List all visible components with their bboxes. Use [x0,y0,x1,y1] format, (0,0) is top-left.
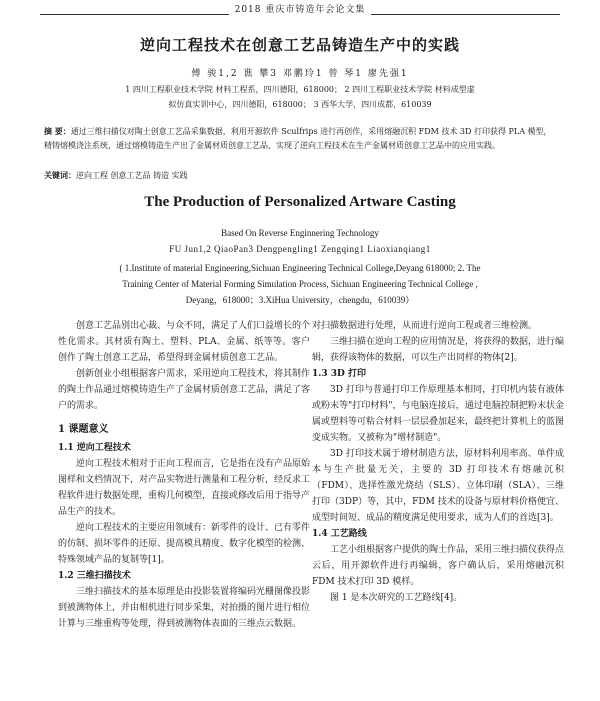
authors-chinese: 傅 骏1,2 谯 攀3 邓鹏玲1 曾 琴1 廖先强1 [191,69,409,79]
abstract-chinese [44,124,556,153]
subtitle-english: Based On Reverse Enginnering Technology [221,228,379,238]
running-header: 2018 重庆市铸造年会论文集 [0,2,600,15]
abstract-label: 摘 要： [44,126,71,136]
paragraph: 图 1 是本次研究的工艺路线[4]。 [330,593,463,603]
affiliations-chinese [80,82,520,112]
paragraph: 3D 打印与普通打印工作原理基本相同，打印机内装有液体或粉末等"打印材料"，与电脑连接后，通过电脑控制把粉末状金属或塑料等可粘合材料一层层叠加起来，最终把计算机上的蓝图变成实物。又被称为"增材制造"。 [312,385,565,443]
title-chinese: 逆向工程技术在创意工艺品铸造生产中的实践 [139,36,460,54]
paragraph: 三维扫描技术的基本原理是由投影装置将编码光栅图像投影到被测物体上，并由相机进行同步采集，对拍摄的图片进行相位计算与三维重构等处理，得到被测物体表面的三维点云数据。 [58,587,311,629]
subsection-heading: 1.2 三维扫描技术 [58,571,131,581]
left-column [58,318,310,632]
affiliation-line: Deyang，618000；3.XiHua University，chengdu，610039） [185,295,415,305]
paragraph: 工艺小组根据客户提供的陶土作品，采用三维扫描仪获得点云后，用开源软件进行再编辑，客户确认后，采用熔融沉积 FDM 技术打印 3D 模样。 [312,545,565,587]
paragraph: 逆向工程技术相对于正向工程而言，它是指在没有产品原始图样和文档情况下，对产品实物进行测量和工程分析，经反求工程软件进行数据处理，重构几何模型，直接或修改后用于指导产品生产的技术。 [58,459,311,517]
affiliation-line: Training Center of Material Forming Simulation Process, Sichuan Engineering Technical College , [122,279,478,289]
keywords-label: 关键词： [44,170,76,180]
abstract-text: 通过三维扫描仪对陶土创意工艺品采集数据，利用开源软件 Sculfrips 进行再创作，采用熔融沉积 FDM 技术 3D 打印获得 PLA 模型，精铸熔模浇注系统，通过熔模铸造生产出了金属材质创意工艺品，实现了逆向工程技术在生产金属材质创意工艺品中的应用实践。 [44,127,552,150]
affiliation-line: 1 四川工程职业技术学院 材料工程系，四川德阳，618000； 2 四川工程职业技术学院 材料成型虚 [125,85,475,94]
affiliation-line: 拟仿真实训中心，四川德阳，618000； 3 西华大学，四川成都，610039 [168,100,432,109]
section-heading: 1 课题意义 [58,424,109,435]
title-english: The Production of Personalized Artware Casting [144,194,456,210]
paragraph: 3D 打印技术属于增材制造方法，原材料利用率高、单件成本与生产批量无关，主要的 3D 打印技术有熔融沉积（FDM）、选择性激光烧结（SLS）、立体印刷（SLA）、三维打印（3DP）等，其中，FDM 技术的设备与原材料价格便宜、成型时间短、成品的精度满足使用要求，成为人们的首选[3]。 [312,449,564,523]
paragraph: 三维扫描在逆向工程的应用情况是，将获得的数据，进行编辑，获得该物体的数据，可以生产出同样的物体[2]。 [312,337,565,363]
paragraph: 对扫描数据进行处理，从而进行逆向工程或者三维检测。 [312,321,538,331]
subsection-heading: 1.4 工艺路线 [312,529,367,539]
keywords-text: 逆向工程 创意工艺品 铸造 实践 [76,171,188,180]
paragraph: 创新创业小组根据客户需求，采用逆向工程技术，将其制作的陶土作品通过熔模铸造生产了金属材质创意工艺品，满足了客户的需求。 [58,369,311,411]
affiliation-line: ( 1.Institute of material Engineering,Sichuan Engineering Technical College,Deyang 618000; 2. The [119,263,481,273]
paragraph: 创意工艺品别出心裁、与众不同，满足了人们口益增长的个性化需求。其材质有陶土、塑料、PLA、金属、纸等等。客户创作了陶土创意工艺品，希望得到金属材质创意工艺品。 [58,321,311,363]
keywords-chinese [44,170,556,181]
subsection-heading: 1.1 逆向工程技术 [58,443,131,453]
paragraph: 逆向工程技术的主要应用领域有：新零件的设计、已有零件的仿制、损坏零件的还原、提高模具精度、数字化模型的检测、特殊领域产品的复制等[1]。 [58,523,311,565]
authors-english: FU Jun1,2 QiaoPan3 Dengpengling1 Zengqing1 Liaoxianqiang1 [169,244,431,254]
right-column [312,318,564,606]
affiliations-english [60,260,540,308]
subsection-heading: 1.3 3D 打印 [312,369,366,379]
